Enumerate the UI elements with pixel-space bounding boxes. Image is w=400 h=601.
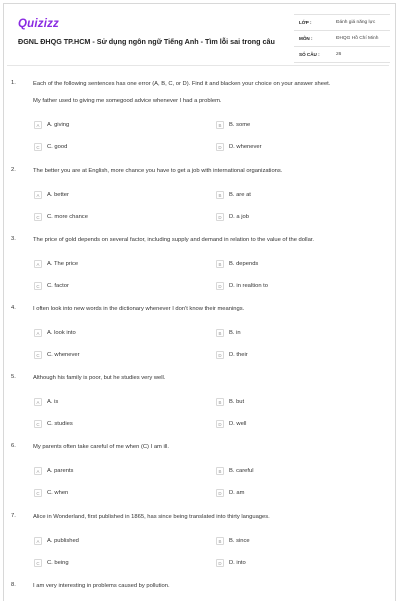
answer-option-c[interactable]: [34, 559, 69, 567]
answer-option-b[interactable]: [216, 121, 250, 129]
option-label: D. in realtion to: [229, 283, 268, 289]
option-label: C. when: [47, 490, 69, 496]
option-label: B. some: [229, 122, 251, 128]
meta-table: [294, 14, 390, 63]
option-letter-box[interactable]: A: [34, 398, 42, 406]
option-letter-box[interactable]: B: [216, 260, 224, 268]
option-letter-box[interactable]: C: [34, 143, 42, 151]
meta-row: [294, 15, 390, 31]
option-label: A. better: [47, 192, 69, 198]
answer-option-d[interactable]: [216, 282, 268, 290]
option-label: C. more chance: [47, 214, 88, 220]
answer-option-c[interactable]: [34, 213, 88, 221]
answer-option-a[interactable]: [34, 191, 69, 199]
option-letter-box[interactable]: B: [216, 537, 224, 545]
option-letter-box[interactable]: B: [216, 467, 224, 475]
answer-option-c[interactable]: [34, 351, 80, 359]
question-text: The price of gold depends on several factor, including supply and demand in relation to the value of the dollar.: [33, 237, 315, 243]
question-number: 4.: [11, 305, 16, 311]
question-number: 5.: [11, 374, 16, 380]
question-text: My father used to giving me somegood advice whenever I had a problem.: [33, 98, 222, 104]
option-letter-box[interactable]: D: [216, 420, 224, 428]
option-letter-box[interactable]: D: [216, 143, 224, 151]
question-number: 7.: [11, 513, 16, 519]
option-label: B. careful: [229, 468, 254, 474]
question-text: Alice in Wonderland, first published in 1865, has since being translated into thirty languages.: [33, 514, 270, 520]
question-text: I am very interesting in problems caused by pollution.: [33, 583, 170, 589]
option-label: B. are at: [229, 192, 251, 198]
meta-value: ĐHQG Hồ Chí Minh: [336, 36, 379, 41]
option-label: D. whenever: [229, 144, 262, 150]
option-letter-box[interactable]: C: [34, 489, 42, 497]
option-label: B. but: [229, 399, 245, 405]
answer-option-d[interactable]: [216, 143, 262, 151]
answer-option-a[interactable]: [34, 260, 78, 268]
option-letter-box[interactable]: D: [216, 282, 224, 290]
answer-option-a[interactable]: [34, 121, 69, 129]
option-letter-box[interactable]: C: [34, 420, 42, 428]
answer-option-a[interactable]: [34, 537, 79, 545]
answer-option-b[interactable]: [216, 537, 250, 545]
option-label: A. giving: [47, 122, 70, 128]
answer-option-d[interactable]: [216, 420, 246, 428]
question-number: 8.: [11, 582, 16, 588]
meta-row: [294, 47, 390, 63]
option-letter-box[interactable]: B: [216, 329, 224, 337]
meta-value: 26: [336, 52, 342, 57]
option-letter-box[interactable]: A: [34, 260, 42, 268]
worksheet-page: [3, 3, 396, 601]
meta-key: SỐ CÂU :: [299, 52, 320, 57]
option-label: D. a job: [229, 214, 249, 220]
answer-option-c[interactable]: [34, 282, 69, 290]
answer-option-b[interactable]: [216, 260, 258, 268]
question-text: I often look into new words in the dictionary whenever I don't know their meanings.: [33, 306, 245, 312]
answer-option-c[interactable]: [34, 489, 68, 497]
option-letter-box[interactable]: A: [34, 191, 42, 199]
option-label: C. studies: [47, 421, 73, 427]
question-text: The better you are at English, more chance you have to get a job with international organizations.: [33, 168, 283, 174]
option-label: D. am: [229, 490, 245, 496]
meta-row: [294, 31, 390, 47]
option-letter-box[interactable]: C: [34, 213, 42, 221]
option-letter-box[interactable]: A: [34, 121, 42, 129]
option-letter-box[interactable]: A: [34, 329, 42, 337]
answer-option-b[interactable]: [216, 191, 251, 199]
question-text: Each of the following sentences has one error (A, B, C, or D). Find it and blacken your choice on your answer sheet.: [33, 81, 331, 87]
answer-option-b[interactable]: [216, 329, 241, 337]
answer-option-d[interactable]: [216, 489, 244, 497]
option-letter-box[interactable]: A: [34, 537, 42, 545]
option-label: C. whenever: [47, 352, 80, 358]
meta-key: LỚP :: [299, 20, 312, 25]
option-label: C. being: [47, 560, 69, 566]
question-number: 2.: [11, 167, 16, 173]
answer-option-d[interactable]: [216, 559, 246, 567]
quizizz-logo: Quizizz: [18, 18, 60, 30]
question-number: 6.: [11, 443, 16, 449]
meta-value: Đánh giá năng lực: [336, 20, 376, 25]
option-label: A. parents: [47, 468, 74, 474]
option-letter-box[interactable]: B: [216, 191, 224, 199]
option-label: B. depends: [229, 261, 259, 267]
option-letter-box[interactable]: D: [216, 351, 224, 359]
option-letter-box[interactable]: C: [34, 559, 42, 567]
answer-option-a[interactable]: [34, 329, 76, 337]
answer-option-b[interactable]: [216, 398, 244, 406]
question-number: 3.: [11, 236, 16, 242]
option-letter-box[interactable]: B: [216, 121, 224, 129]
question-text: Although his family is poor, but he studies very well.: [33, 375, 166, 381]
question-number: 1.: [11, 80, 16, 86]
option-letter-box[interactable]: C: [34, 351, 42, 359]
option-label: A. look into: [47, 330, 76, 336]
option-label: D. their: [229, 352, 248, 358]
option-letter-box[interactable]: D: [216, 559, 224, 567]
option-label: B. since: [229, 538, 250, 544]
option-label: D. into: [229, 560, 246, 566]
option-letter-box[interactable]: A: [34, 467, 42, 475]
meta-key: MÔN :: [299, 36, 313, 41]
option-label: C. factor: [47, 283, 69, 289]
answer-option-c[interactable]: [34, 143, 67, 151]
answer-option-d[interactable]: [216, 213, 249, 221]
option-label: B. in: [229, 330, 241, 336]
option-letter-box[interactable]: D: [216, 489, 224, 497]
answer-option-c[interactable]: [34, 420, 73, 428]
option-letter-box[interactable]: C: [34, 282, 42, 290]
option-label: C. good: [47, 144, 68, 150]
answer-option-a[interactable]: [34, 467, 73, 475]
option-label: A. is: [47, 399, 59, 405]
answer-option-d[interactable]: [216, 351, 248, 359]
option-label: A. The price: [47, 261, 79, 267]
worksheet-title: ĐGNL ĐHQG TP.HCM - Sử dụng ngôn ngữ Tiếng Anh - Tìm lỗi sai trong câu: [18, 37, 275, 46]
question-text: My parents often take careful of me when (C) I am ill.: [33, 444, 169, 450]
header-divider: [7, 65, 389, 66]
answer-option-b[interactable]: [216, 467, 254, 475]
option-label: D. well: [229, 421, 247, 427]
option-letter-box[interactable]: D: [216, 213, 224, 221]
option-letter-box[interactable]: B: [216, 398, 224, 406]
answer-option-a[interactable]: [34, 398, 58, 406]
option-label: A. published: [47, 538, 79, 544]
